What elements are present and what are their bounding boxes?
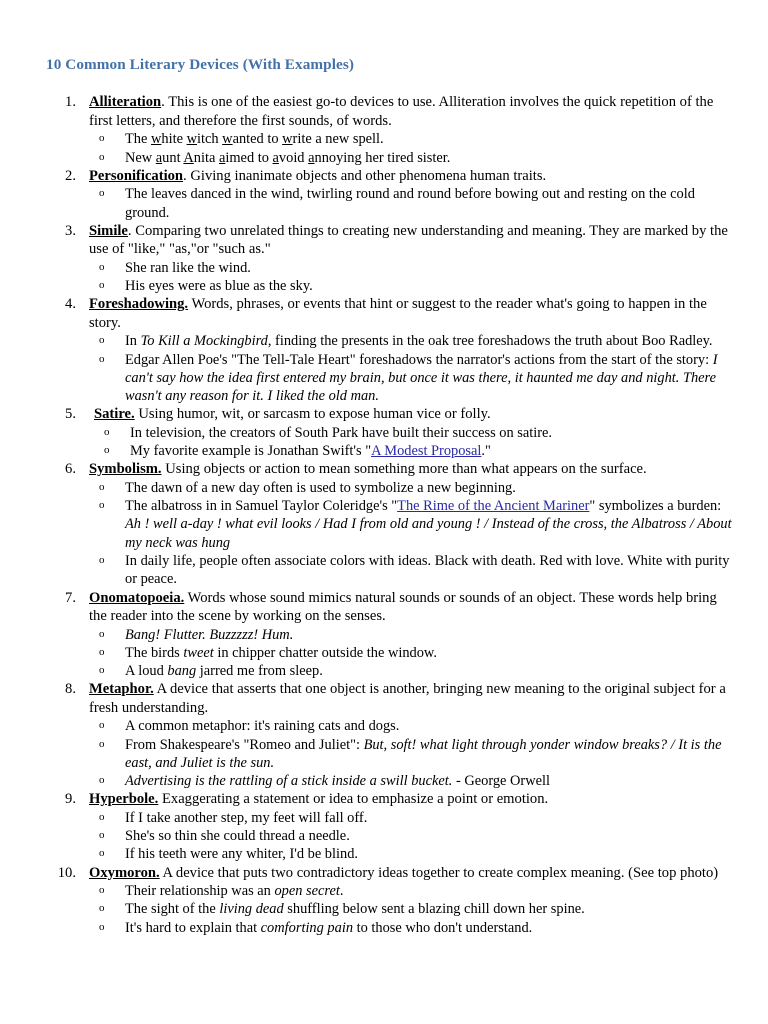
list-item [89, 809, 732, 827]
examples-list [89, 717, 732, 790]
list-item [89, 479, 732, 497]
device-term: Onomatopoeia. [89, 589, 185, 606]
bullet-icon: o [104, 425, 110, 438]
device-term: Hyperbole. [89, 791, 159, 808]
example-text: The albatross in in Samuel Taylor Coleridge's "The Rime of the Ancient Mariner" symbolizes a burden: Ah ! well a-day ! what evil looks / Had I from old and young ! / Instead of the cross, the Albatross / About my neck was hung [125, 498, 732, 551]
example-text: The dawn of a new day often is used to symbolize a new beginning. [125, 479, 516, 496]
device-lead [89, 460, 732, 479]
list-item [89, 185, 732, 222]
device-definition: Using humor, wit, or sarcasm to expose human vice or folly. [134, 406, 491, 423]
link-rime-of-the-ancient-mariner[interactable]: The Rime of the Ancient Mariner [397, 498, 590, 515]
list-item-metaphor [46, 680, 732, 790]
device-term-trailing: . [127, 222, 132, 239]
device-term: Symbolism. [89, 461, 162, 478]
list-item [89, 736, 732, 773]
bullet-icon: o [99, 150, 105, 163]
device-term-trailing: . [183, 167, 187, 184]
example-text: Their relationship was an open secret. [125, 883, 344, 900]
examples-list [89, 332, 732, 405]
example-text: In television, the creators of South Park have built their success on satire. [130, 424, 553, 441]
list-item-hyperbole [46, 790, 732, 863]
example-text: The white witch wanted to write a new spell. [125, 131, 384, 148]
bullet-icon: o [99, 334, 105, 347]
device-term: Simile [89, 222, 128, 239]
list-item [94, 424, 732, 442]
examples-list [89, 130, 732, 167]
list-item-personification [46, 167, 732, 222]
list-item [89, 277, 732, 295]
device-definition: A device that puts two contradictory ideas together to create complex meaning. (See top photo) [159, 864, 719, 881]
example-text: She ran like the wind. [125, 259, 251, 276]
example-text: The birds tweet in chipper chatter outside the window. [125, 644, 437, 661]
list-item [89, 497, 732, 552]
example-text: She's so thin she could thread a needle. [125, 828, 350, 845]
bullet-icon: o [99, 553, 105, 566]
examples-list [89, 882, 732, 937]
device-lead [94, 405, 732, 424]
device-term: Alliteration [89, 94, 162, 111]
list-item [89, 259, 732, 277]
list-number: 2. [65, 167, 76, 184]
bullet-icon: o [99, 902, 105, 915]
example-text: His eyes were as blue as the sky. [125, 278, 313, 295]
list-item [89, 662, 732, 680]
literary-devices-list [46, 93, 732, 937]
list-item-onomatopoeia [46, 589, 732, 681]
list-item [94, 442, 732, 460]
list-item [89, 919, 732, 937]
list-number: 3. [65, 222, 76, 239]
example-text: The leaves danced in the wind, twirling round and round before bowing out and resting on the cold ground. [125, 186, 695, 221]
bullet-icon: o [99, 810, 105, 823]
bullet-icon: o [99, 260, 105, 273]
bullet-icon: o [99, 664, 105, 677]
examples-list [89, 626, 732, 681]
link-a-modest-proposal[interactable]: A Modest Proposal [371, 443, 482, 460]
examples-list [94, 424, 732, 461]
device-lead [89, 790, 732, 809]
list-item [89, 772, 732, 790]
bullet-icon: o [99, 920, 105, 933]
bullet-icon: o [99, 847, 105, 860]
page-title: 10 Common Literary Devices (With Examples) [46, 56, 355, 73]
device-term: Satire. [94, 406, 135, 423]
list-number: 1. [65, 94, 76, 111]
list-number: 7. [65, 589, 76, 606]
list-number: 4. [65, 296, 76, 313]
list-number: 10. [57, 864, 76, 881]
example-text: New aunt Anita aimed to avoid annoying her tired sister. [125, 149, 451, 166]
list-number: 9. [65, 791, 76, 808]
device-lead [89, 222, 732, 259]
list-item-foreshadowing [46, 295, 732, 405]
device-definition: This is one of the easiest go-to devices to use. Alliteration involves the quick repetition of the first letters, and therefore the first sounds, of words. [89, 94, 714, 129]
list-item [89, 644, 732, 662]
examples-list [89, 479, 732, 589]
list-item-alliteration [46, 93, 732, 167]
list-item [89, 882, 732, 900]
examples-list [89, 185, 732, 222]
example-text: Advertising is the rattling of a stick inside a swill bucket. - George Orwell [125, 773, 550, 790]
device-term: Personification [89, 167, 184, 184]
list-number: 8. [65, 681, 76, 698]
bullet-icon: o [99, 499, 105, 512]
example-text: Bang! Flutter. Buzzzzz! Hum. [125, 626, 294, 643]
list-item [89, 149, 732, 167]
list-item [89, 845, 732, 863]
list-item-oxymoron [46, 864, 732, 937]
example-text: The sight of the living dead shuffling below sent a blazing chill down her spine. [125, 901, 585, 918]
device-lead [89, 680, 732, 717]
example-text: My favorite example is Jonathan Swift's "A Modest Proposal." [130, 443, 491, 460]
example-text: In daily life, people often associate colors with ideas. Black with death. Red with love. White with purity or peace. [125, 552, 730, 588]
example-text: A loud bang jarred me from sleep. [125, 663, 323, 680]
example-text: If I take another step, my feet will fall off. [125, 809, 368, 826]
list-item [89, 552, 732, 589]
device-lead [89, 93, 732, 130]
device-definition: Comparing two unrelated things to creating new understanding and meaning. They are marked by the use of "like," "as,"or "such as." [89, 222, 728, 258]
example-text: If his teeth were any whiter, I'd be blind. [125, 846, 358, 863]
bullet-icon: o [99, 719, 105, 732]
example-text: In To Kill a Mockingbird, finding the presents in the oak tree foreshadows the truth about Boo Radley. [125, 333, 713, 350]
device-definition: Words, phrases, or events that hint or suggest to the reader what's going to happen in the story. [89, 296, 707, 331]
list-item [89, 332, 732, 350]
list-item [89, 900, 732, 918]
example-text: Edgar Allen Poe's "The Tell-Tale Heart" foreshadows the narrator's actions from the start of the story: I can't say how the idea first entered my brain, but once it was there, it haunted me day and night. There wasn't any reason for it. I liked the old man. [125, 351, 718, 405]
example-text: A common metaphor: it's raining cats and dogs. [125, 718, 400, 735]
list-item [89, 827, 732, 845]
bullet-icon: o [99, 737, 105, 750]
bullet-icon: o [99, 774, 105, 787]
device-definition: A device that asserts that one object is another, bringing new meaning to the original subject for a fresh understanding. [89, 681, 726, 716]
examples-list [89, 809, 732, 864]
device-lead [89, 295, 732, 332]
bullet-icon: o [104, 444, 110, 457]
list-item [89, 130, 732, 148]
list-number: 5. [65, 406, 76, 423]
device-definition: Using objects or action to mean something more than what appears on the surface. [161, 461, 647, 478]
bullet-icon: o [99, 352, 105, 365]
bullet-icon: o [99, 187, 105, 200]
examples-list [89, 259, 732, 296]
device-definition: Exaggerating a statement or idea to emphasize a point or emotion. [158, 791, 549, 808]
bullet-icon: o [99, 645, 105, 658]
list-item [89, 717, 732, 735]
list-item-simile [46, 222, 732, 296]
device-lead [89, 589, 732, 626]
list-item-symbolism [46, 460, 732, 588]
bullet-icon: o [99, 480, 105, 493]
bullet-icon: o [99, 829, 105, 842]
list-item [89, 626, 732, 644]
device-term: Metaphor. [89, 681, 154, 698]
device-term-trailing: . [161, 94, 165, 111]
device-definition: Words whose sound mimics natural sounds or sounds of an object. These words help bring the reader into the scene by working on the senses. [89, 589, 717, 625]
device-term: Oxymoron. [89, 864, 160, 881]
bullet-icon: o [99, 132, 105, 145]
bullet-icon: o [99, 279, 105, 292]
bullet-icon: o [99, 884, 105, 897]
list-item-satire [46, 405, 732, 460]
example-text: From Shakespeare's "Romeo and Juliet": But, soft! what light through yonder window breaks? / It is the east, and Juliet is the sun. [125, 736, 722, 771]
device-definition: Giving inanimate objects and other phenomena human traits. [186, 167, 547, 184]
device-lead [89, 864, 732, 883]
device-lead [89, 167, 732, 186]
device-term: Foreshadowing. [89, 296, 189, 313]
bullet-icon: o [99, 627, 105, 640]
example-text: It's hard to explain that comforting pain to those who don't understand. [125, 919, 533, 936]
list-item [89, 351, 732, 406]
list-number: 6. [65, 461, 76, 478]
